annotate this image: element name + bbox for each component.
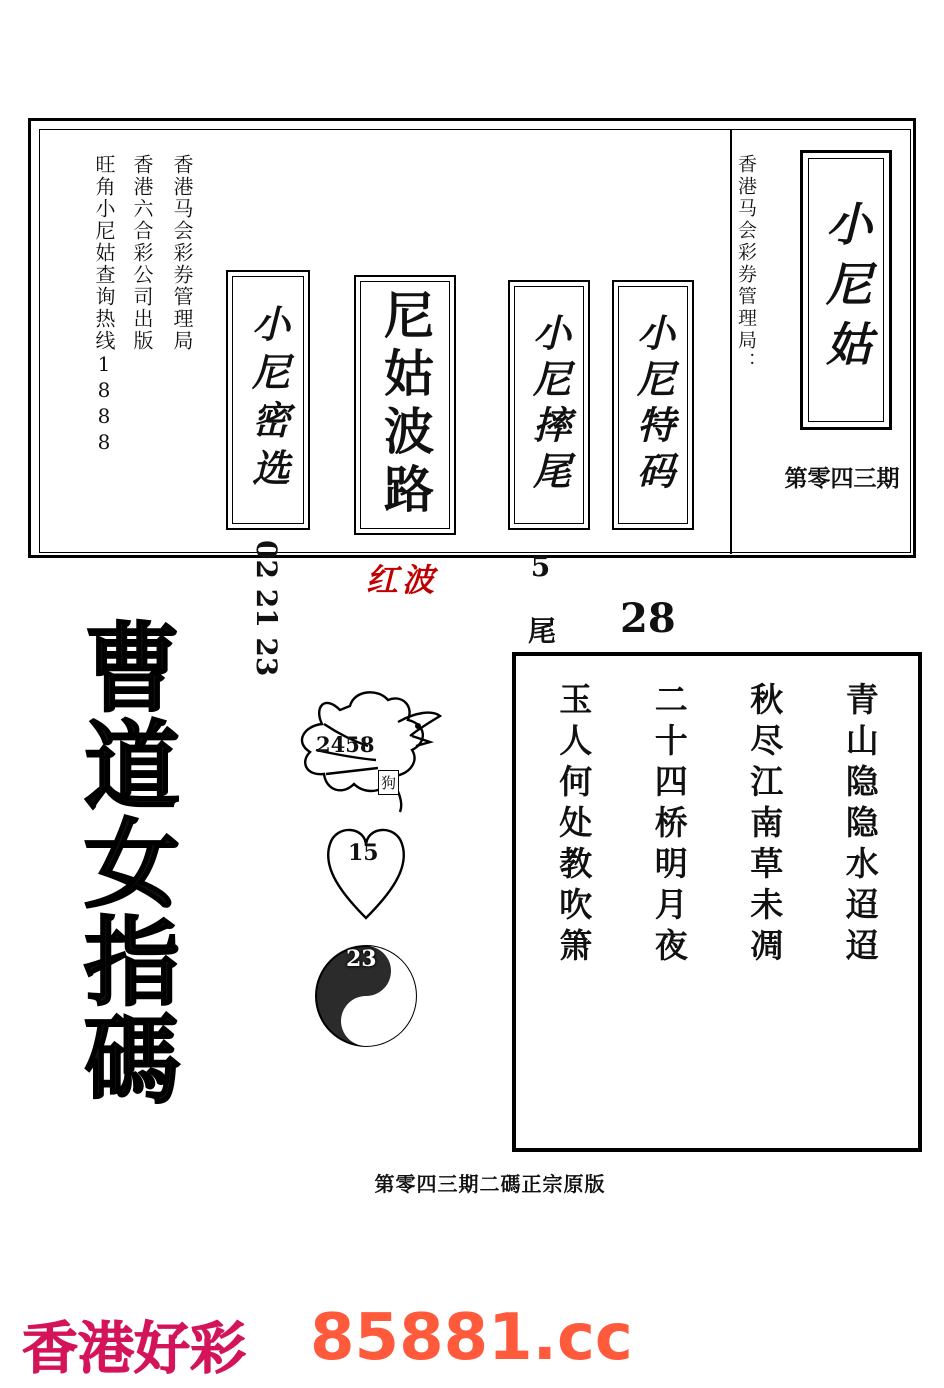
dove-number: 2458: [316, 732, 375, 757]
footer-banner: [0, 1301, 944, 1382]
cell-mixuan-inner: [232, 276, 304, 524]
yinyang-number: 23: [346, 946, 377, 972]
title-box-inner: [808, 158, 884, 422]
heart-number: 15: [348, 840, 379, 866]
hotline-label: 旺角小尼姑查询热线1888: [92, 154, 116, 456]
poem-line-2: 秋尽江南草未凋: [745, 682, 785, 969]
poem-line-1: 青山隐隐水迢迢: [840, 682, 880, 969]
org-left-label: 香港马会彩券管理局: [170, 154, 194, 352]
cell-weiwei-value: [520, 550, 560, 651]
cell-weiwei-value-text: 5 尾: [524, 550, 557, 644]
top-info-panel-inner-border: [39, 129, 911, 677]
poem-line-4: 玉人何处教吹箫: [554, 682, 594, 969]
hotline-text: [90, 154, 119, 460]
org-right-label: 香港马会彩券管理局：: [735, 154, 757, 374]
cell-bolu: [354, 275, 456, 535]
org-left-text: [168, 154, 197, 356]
cell-weiwei-inner: [514, 286, 584, 524]
dove-zodiac: 狗: [378, 770, 399, 795]
publisher-text: [128, 154, 157, 356]
issue-number: 第零四三期: [784, 465, 900, 492]
poem-caption: 第零四三期二碼正宗原版: [374, 1172, 606, 1196]
cell-tema-value: 28: [620, 595, 676, 642]
org-right-text: [733, 154, 760, 434]
series-title-char-4: 指: [84, 905, 180, 1019]
panel-divider: [730, 130, 732, 554]
cell-tema-inner: [618, 286, 688, 524]
poem-box: [512, 652, 922, 1152]
page-title: 小尼姑: [819, 200, 873, 380]
symbol-column: [280, 650, 480, 1070]
cell-mixuan-value: [250, 540, 283, 683]
series-title-char-2: 道: [84, 709, 180, 823]
series-title: [52, 612, 212, 1117]
cell-mixuan: [226, 270, 310, 530]
cell-bolu-label: 尼姑波路: [376, 289, 435, 521]
series-title-char-3: 女: [84, 807, 180, 921]
cell-weiwei-label: 小尼摔尾: [526, 313, 572, 497]
series-title-char-1: 曹: [84, 612, 180, 725]
footer-url[interactable]: 85881.cc: [310, 1301, 633, 1375]
cell-mixuan-value-text: 02 21 23: [250, 540, 283, 677]
title-box: [800, 150, 892, 430]
cell-bolu-inner: [360, 281, 450, 529]
cell-weiwei: [508, 280, 590, 530]
cell-tema: [612, 280, 694, 530]
cell-mixuan-label: 小尼密选: [245, 304, 291, 496]
publisher-label: 香港六合彩公司出版: [130, 154, 154, 352]
poem-line-3: 二十四桥明月夜: [649, 682, 689, 969]
footer-brand: 香港好彩: [22, 1316, 246, 1382]
series-title-char-5: 碼: [84, 1003, 180, 1117]
symbols-svg: [280, 650, 480, 1070]
cell-bolu-value: 红波: [366, 561, 439, 599]
cell-tema-label: 小尼特码: [630, 313, 676, 497]
top-info-panel: [28, 118, 916, 677]
